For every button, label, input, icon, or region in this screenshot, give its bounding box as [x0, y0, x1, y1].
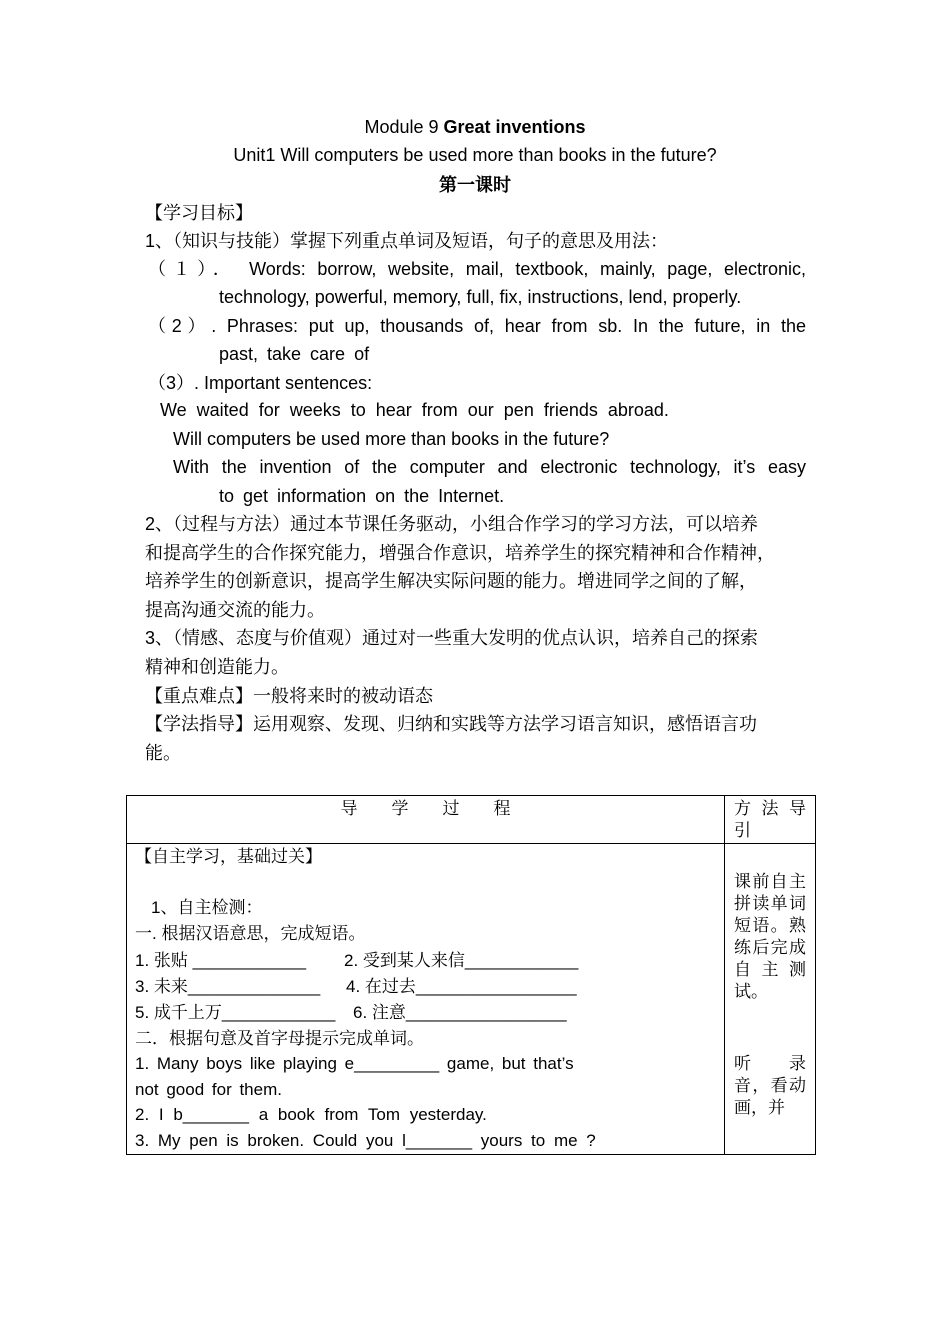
phrase-item: 1. 张贴 ____________ — [135, 951, 307, 970]
objective-2-line: 培养学生的创新意识，提高学生解决实际问题的能力。增进同学之间的了解， — [145, 571, 757, 591]
question-1-cont: not good for them. — [135, 1080, 282, 1099]
objective-2-line: 和提高学生的合作探究能力，增强合作意识，培养学生的探究精神和合作精神， — [145, 543, 775, 563]
phrases-line-2: past, take care of — [219, 344, 370, 364]
unit-title: Unit1 Will computers be used more than books in the future? — [233, 145, 717, 165]
module-title: Module 9 Great inventions — [364, 117, 586, 137]
phrase-item: 4. 在过去_________________ — [346, 977, 577, 996]
phrase-item: 2. 受到某人来信____________ — [344, 951, 579, 970]
key-points: 【重点难点】一般将来时的被动语态 — [145, 686, 433, 706]
objectives-heading: 【学习目标】 — [145, 203, 253, 223]
question-1: 1. Many boys like playing e_________ game, but that’s — [135, 1054, 574, 1073]
question-2: 2. I b_______ a book from Tom yesterday. — [135, 1105, 487, 1124]
self-check-label: 1、自主检测： — [151, 898, 263, 917]
phrase-item: 3. 未来______________ — [135, 977, 321, 996]
sentence-3: With the invention of the computer and electronic technology, it’s easy — [173, 457, 806, 477]
objective-2-line: 提高沟通交流的能力。 — [145, 600, 325, 620]
process-header: 导 学 过 程 — [340, 799, 511, 818]
sentence-2: Will computers be used more than books in the future? — [173, 429, 610, 449]
method-guide-2: 听 录音，看动画，并 — [734, 1054, 806, 1117]
sentence-1: We waited for weeks to hear from our pen friends abroad. — [160, 400, 669, 420]
objective-2-line: 2、（过程与方法）通过本节课任务驱动，小组合作学习的学习方法，可以培养 — [145, 514, 759, 534]
phrase-item: 6. 注意_________________ — [353, 1003, 567, 1022]
method-line: 能。 — [145, 743, 181, 763]
section-heading: 【自主学习，基础过关】 — [135, 847, 322, 866]
lesson-process-table — [126, 795, 816, 1155]
words-line: （１）． Words: borrow, website, mail, textbook, mainly, page, electronic, — [148, 259, 806, 279]
words-line-2: technology, powerful, memory, full, fix, instructions, lend, properly. — [219, 287, 742, 307]
part-1-instruction: 一. 根据汉语意思，完成短语。 — [135, 924, 366, 943]
method-guide-header: 方 法 导 引 — [734, 799, 806, 840]
sentences-label: （3）. Important sentences: — [148, 373, 373, 393]
objective-3-line: 精神和创造能力。 — [145, 657, 289, 677]
header-divider — [127, 843, 815, 844]
method-guide-1: 课前自主拼读单词短语。熟练后完成自主测试。 — [734, 872, 806, 1001]
question-3: 3. My pen is broken. Could you l_______ yours to me ? — [135, 1131, 596, 1150]
phrase-item: 5. 成千上万____________ — [135, 1003, 336, 1022]
objective-3-line: 3、（情感、态度与价值观）通过对一些重大发明的优点认识，培养自己的探索 — [145, 628, 759, 648]
lesson-title: 第一课时 — [439, 175, 511, 195]
part-2-instruction: 二．根据句意及首字母提示完成单词。 — [135, 1029, 424, 1048]
sentence-3-cont: to get information on the Internet. — [219, 486, 505, 506]
method-line: 【学法指导】运用观察、发现、归纳和实践等方法学习语言知识，感悟语言功 — [145, 714, 757, 734]
objective-1: 1、（知识与技能）掌握下列重点单词及短语，句子的意思及用法： — [145, 231, 669, 251]
column-divider — [724, 796, 725, 1154]
phrases-line: （2）. Phrases: put up, thousands of, hear from sb. In the future, in the — [148, 316, 806, 336]
